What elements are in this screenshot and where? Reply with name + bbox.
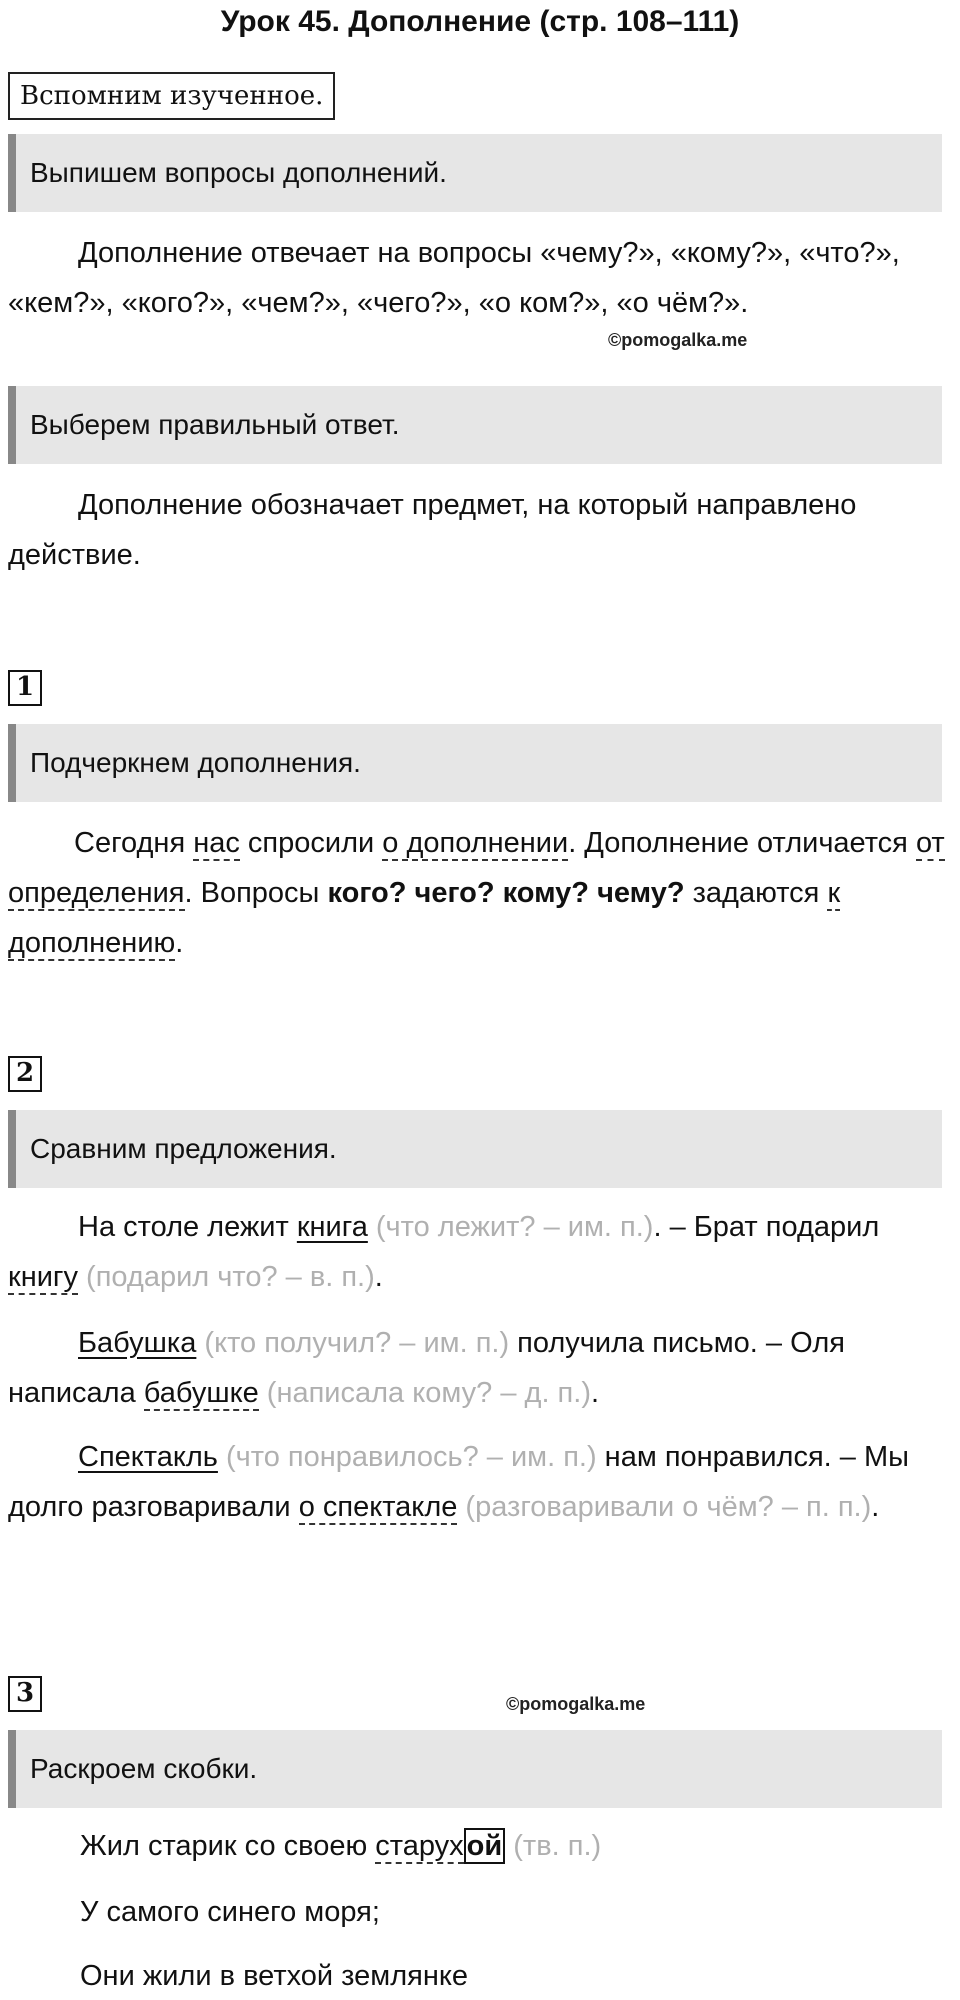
task-label: Выпишем вопросы дополнений.	[30, 157, 447, 188]
page-title: Урок 45. Дополнение (стр. 108–111)	[220, 5, 740, 38]
text: . Дополнение отличается	[568, 827, 916, 859]
ex2-paragraph-2	[8, 1318, 948, 1418]
subject-underlined: Спектакль	[78, 1441, 218, 1473]
text: .	[374, 1261, 383, 1293]
object-underlined: нас	[193, 827, 240, 859]
exercise-number-3: 3	[8, 1676, 42, 1712]
questions-bold: кого? чего? кому? чему?	[327, 877, 685, 909]
text: спросили	[239, 827, 383, 859]
ex1-paragraph	[8, 818, 948, 968]
poem-line-2: У самого синего моря;	[80, 1896, 380, 1928]
intro-1-answer: Дополнение отвечает на вопросы «чему?», «кому?», «что?», «кем?», «кого?», «чем?», «чего?», «о ком?», «о чём?».	[8, 237, 900, 319]
text: задаются	[684, 877, 828, 909]
task-bar-ex2	[8, 1110, 942, 1188]
subject-underlined: Бабушка	[78, 1327, 197, 1359]
ex2-paragraph-3	[8, 1432, 948, 1532]
hint: (написала кому? – д. п.)	[258, 1377, 591, 1409]
ex2-paragraph-1	[8, 1202, 948, 1302]
hint: (подарил что? – в. п.)	[77, 1261, 375, 1293]
task-label: Подчеркнем дополнения.	[30, 747, 361, 778]
object-stem: старух	[375, 1830, 464, 1862]
text: Сегодня	[74, 827, 194, 859]
hint: (разговаривали о чём? – п. п.)	[457, 1491, 872, 1523]
watermark: ©pomogalka.me	[506, 1694, 646, 1714]
subject-underlined: книга	[296, 1211, 368, 1243]
object-underlined: о дополнении	[382, 827, 569, 859]
remember-box: Вспомним изученное.	[8, 72, 335, 120]
hint: (что лежит? – им. п.)	[367, 1211, 654, 1243]
hint: (кто получил? – им. п.)	[196, 1327, 510, 1359]
object-underlined: о спектакле	[298, 1491, 458, 1523]
task-bar-ex3	[8, 1730, 942, 1808]
object-underlined: бабушке	[143, 1377, 259, 1409]
intro-2-answer: Дополнение обозначает предмет, на который направлено действие.	[8, 489, 857, 571]
task-label: Сравним предложения.	[30, 1133, 337, 1164]
object-underlined: от определения	[8, 827, 945, 909]
text: Жил старик со своею	[80, 1830, 376, 1862]
object-underlined: книгу	[8, 1261, 78, 1293]
exercise-number-1: 1	[8, 670, 42, 706]
poem-line-3: Они жили в ветхой землянке	[80, 1960, 468, 1992]
hint: (тв. п.)	[505, 1830, 602, 1862]
text: .	[175, 927, 184, 959]
text: .	[590, 1377, 600, 1409]
task-bar-intro-2	[8, 386, 942, 464]
text: . Вопросы	[184, 877, 328, 909]
text: На столе лежит	[78, 1211, 297, 1243]
object-underlined: к дополнению	[8, 877, 841, 959]
text: .	[871, 1491, 880, 1523]
hint: (что понравилось? – им. п.)	[217, 1441, 597, 1473]
task-label: Выберем правильный ответ.	[30, 409, 400, 440]
text: нам понравился. – Мы долго разговаривали	[8, 1441, 909, 1523]
text: получила письмо. – Оля написала	[8, 1327, 845, 1409]
task-bar-intro-1	[8, 134, 942, 212]
poem-line-1	[80, 1826, 940, 1866]
task-label: Раскроем скобки.	[30, 1753, 258, 1784]
exercise-number-2: 2	[8, 1056, 42, 1092]
watermark: ©pomogalka.me	[608, 330, 748, 350]
task-bar-ex1	[8, 724, 942, 802]
ending-box: ой	[464, 1828, 506, 1864]
text: . – Брат подарил	[653, 1211, 880, 1243]
